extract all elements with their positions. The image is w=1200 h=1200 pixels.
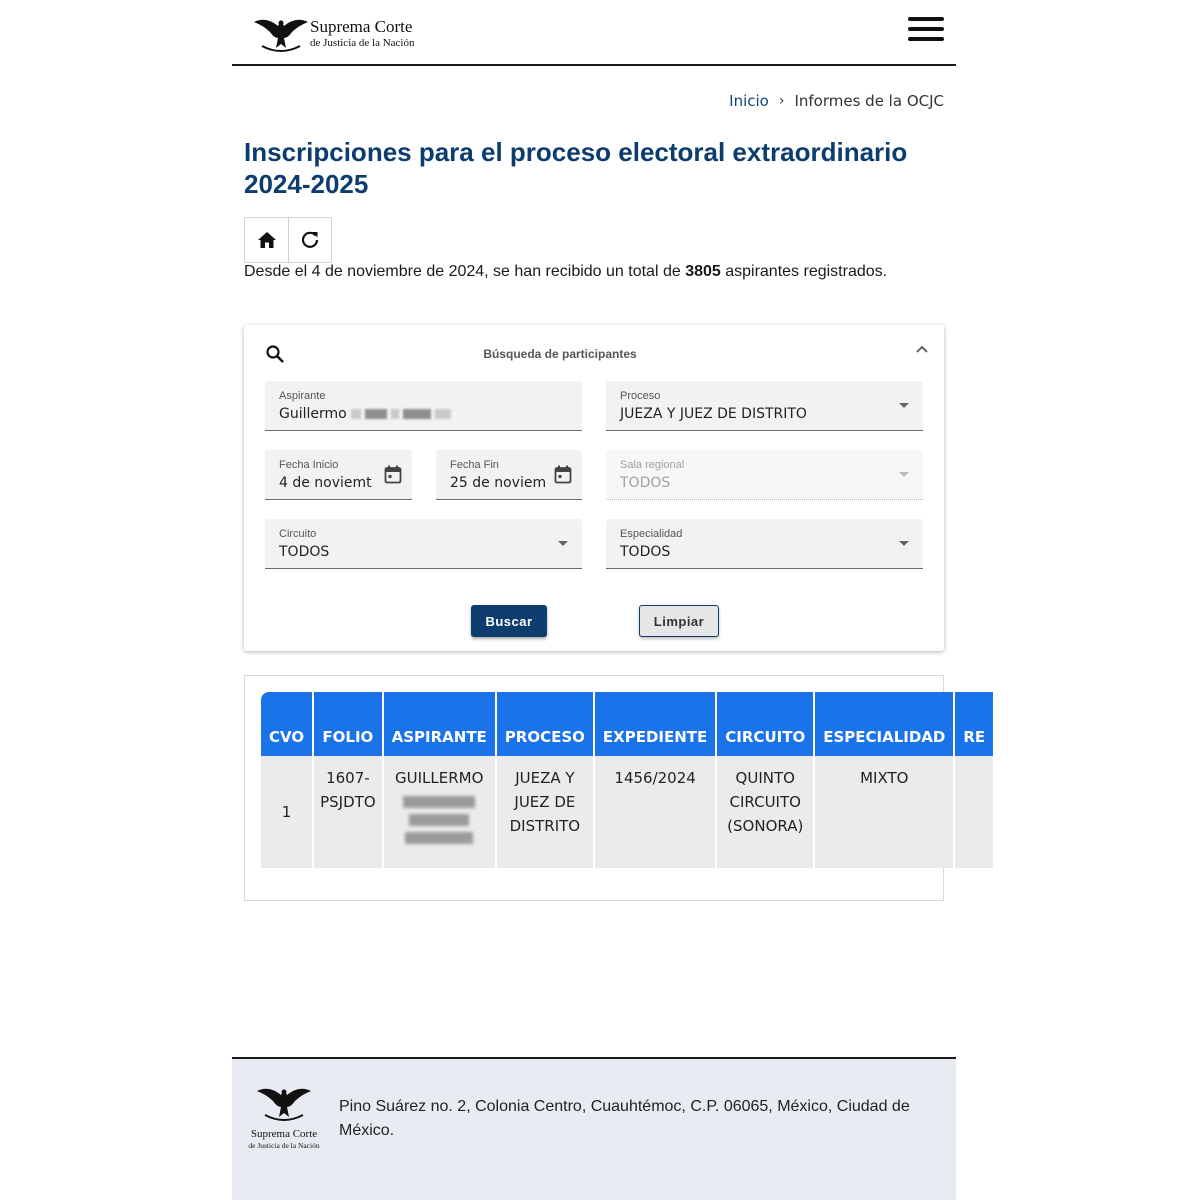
limpiar-button[interactable]: Limpiar: [639, 605, 719, 637]
breadcrumb: [729, 92, 944, 110]
footer-logo-line2: de Justicia de la Nación: [248, 1141, 320, 1150]
search-panel: [244, 325, 944, 651]
summary-count: 3805: [685, 263, 721, 280]
logo-text: [310, 18, 414, 49]
calendar-icon[interactable]: [554, 465, 572, 484]
footer-logo-line1: Suprema Corte: [250, 1128, 318, 1140]
circuito-select[interactable]: [265, 519, 582, 569]
refresh-icon: [301, 231, 319, 249]
calendar-icon[interactable]: [384, 465, 402, 484]
header-expediente[interactable]: EXPEDIENTE: [595, 692, 717, 756]
site-footer: [232, 1057, 956, 1200]
logo-line2: de Justicia de la Nación: [310, 36, 415, 49]
footer-logo: [248, 1081, 320, 1150]
cell-re: [955, 756, 995, 868]
especialidad-select[interactable]: [606, 519, 923, 569]
page-title: Inscripciones para el proceso electoral extraordinario 2024-2025: [244, 137, 908, 199]
fecha-inicio-input[interactable]: [265, 450, 412, 500]
cell-folio: 1607- PSJDTO: [314, 756, 384, 868]
especialidad-label: Especialidad: [620, 528, 683, 540]
sala-regional-label: Sala regional: [620, 459, 685, 471]
scjn-logo[interactable]: [252, 12, 414, 54]
fecha-fin-label: Fecha Fin: [450, 459, 499, 471]
especialidad-value: TODOS: [620, 544, 671, 560]
circuito-value: TODOS: [279, 544, 330, 560]
cell-circuito: QUINTO CIRCUITO (SONORA): [717, 756, 815, 868]
header-aspirante[interactable]: ASPIRANTE: [384, 692, 497, 756]
dropdown-arrow-icon: [899, 403, 909, 408]
sala-regional-select: [606, 450, 923, 500]
header-cvo[interactable]: CVO: [261, 692, 314, 756]
dropdown-arrow-icon: [899, 541, 909, 546]
search-panel-title: Búsqueda de participantes: [483, 347, 637, 361]
summary-prefix: Desde el 4 de noviembre de 2024, se han recibido un total de: [244, 263, 686, 280]
table-header-row: [261, 692, 995, 756]
fecha-inicio-label: Fecha Inicio: [279, 459, 339, 471]
results-table-scroll[interactable]: [261, 692, 986, 884]
aspirante-input[interactable]: [265, 381, 582, 431]
site-header: [232, 0, 956, 66]
header-re[interactable]: RE: [955, 692, 995, 756]
aspirante-value: Guillermo: [279, 406, 451, 422]
results-table-container: [244, 675, 986, 901]
cell-expediente: 1456/2024: [595, 756, 717, 868]
cell-proceso: JUEZA Y JUEZ DE DISTRITO: [497, 756, 595, 868]
page: [232, 0, 986, 1200]
results-table: [261, 692, 995, 868]
breadcrumb-current: Informes de la OCJC: [794, 92, 944, 110]
header-folio[interactable]: FOLIO: [314, 692, 384, 756]
sala-regional-value: TODOS: [620, 475, 671, 491]
fecha-fin-input[interactable]: [436, 450, 582, 500]
registration-summary: [244, 263, 887, 281]
eagle-emblem-icon: [251, 1081, 317, 1123]
fecha-inicio-value: 4 de noviemt: [279, 475, 372, 491]
home-button[interactable]: [245, 218, 288, 262]
refresh-button[interactable]: [288, 218, 331, 262]
fecha-fin-value: 25 de noviem: [450, 475, 547, 491]
breadcrumb-separator: ›: [778, 93, 785, 109]
cell-cvo: 1: [261, 756, 314, 868]
dropdown-arrow-icon: [558, 541, 568, 546]
header-especialidad[interactable]: ESPECIALIDAD: [815, 692, 955, 756]
circuito-label: Circuito: [279, 528, 317, 540]
chevron-up-icon[interactable]: [916, 345, 928, 353]
logo-line1: Suprema Corte: [310, 16, 413, 36]
toolbar-icon-group: [244, 217, 332, 263]
proceso-value: JUEZA Y JUEZ DE DISTRITO: [620, 406, 807, 422]
cell-aspirante: GUILLERMO: [384, 756, 497, 868]
search-panel-header[interactable]: [244, 325, 944, 380]
cell-especialidad: MIXTO: [815, 756, 955, 868]
aspirante-label: Aspirante: [279, 390, 326, 402]
footer-address: Pino Suárez no. 2, Colonia Centro, Cuauhtémoc, C.P. 06065, México, Ciudad de México.: [339, 1098, 910, 1139]
table-row[interactable]: [261, 756, 995, 868]
header-circuito[interactable]: CIRCUITO: [717, 692, 815, 756]
buscar-button[interactable]: Buscar: [471, 605, 547, 637]
hamburger-menu-icon[interactable]: [908, 17, 944, 45]
home-icon: [258, 232, 276, 248]
proceso-label: Proceso: [620, 390, 661, 402]
proceso-select[interactable]: [606, 381, 923, 431]
dropdown-arrow-icon: [899, 472, 909, 477]
breadcrumb-home-link[interactable]: Inicio: [729, 92, 769, 110]
eagle-emblem-icon: [252, 12, 310, 54]
summary-suffix: aspirantes registrados.: [720, 263, 888, 280]
header-proceso[interactable]: PROCESO: [497, 692, 595, 756]
